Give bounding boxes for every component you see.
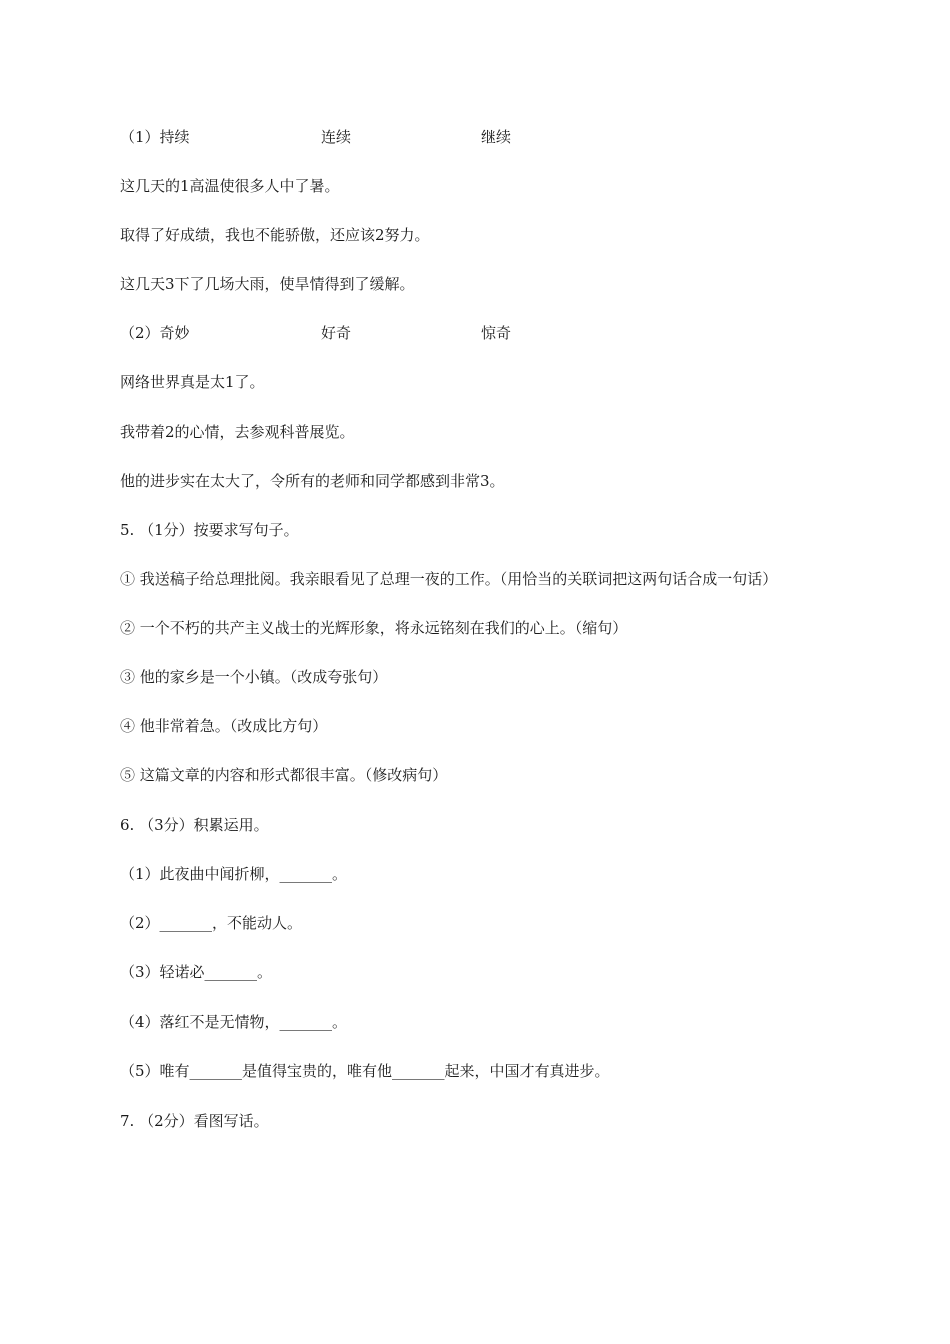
fill-sentence: 网络世界真是太1了。 bbox=[120, 373, 265, 391]
question-heading: 7. （2分）看图写话。 bbox=[120, 1112, 269, 1130]
question-item: ③ 他的家乡是一个小镇。（改成夸张句） bbox=[120, 668, 388, 686]
word-option: （1）持续 bbox=[120, 128, 190, 146]
question-item: ⑤ 这篇文章的内容和形式都很丰富。（修改病句） bbox=[120, 766, 448, 784]
word-option: 继续 bbox=[481, 128, 512, 146]
question-item: （4）落红不是无情物，_______。 bbox=[120, 1013, 348, 1031]
word-option: （2）奇妙 bbox=[120, 324, 190, 342]
question-heading: 5. （1分）按要求写句子。 bbox=[120, 521, 299, 539]
fill-sentence: 我带着2的心情，去参观科普展览。 bbox=[120, 423, 355, 441]
question-heading: 6. （3分）积累运用。 bbox=[120, 816, 269, 834]
question-item: （3）轻诺必_______。 bbox=[120, 963, 273, 981]
question-item: ② 一个不朽的共产主义战士的光辉形象，将永远铭刻在我们的心上。（缩句） bbox=[120, 619, 628, 637]
question-item: （2）_______，不能动人。 bbox=[120, 914, 303, 932]
question-item: ① 我送稿子给总理批阅。我亲眼看见了总理一夜的工作。（用恰当的关联词把这两句话合成一句话） bbox=[120, 570, 778, 588]
question-item: （5）唯有_______是值得宝贵的，唯有他_______起来，中国才有真进步。 bbox=[120, 1062, 610, 1080]
word-option: 连续 bbox=[321, 128, 352, 146]
word-option: 好奇 bbox=[321, 324, 352, 342]
word-option: 惊奇 bbox=[481, 324, 512, 342]
fill-sentence: 这几天3下了几场大雨，使旱情得到了缓解。 bbox=[120, 275, 415, 293]
question-item: ④ 他非常着急。（改成比方句） bbox=[120, 717, 328, 735]
fill-sentence: 这几天的1高温使很多人中了暑。 bbox=[120, 177, 340, 195]
question-item: （1）此夜曲中闻折柳，_______。 bbox=[120, 865, 348, 883]
fill-sentence: 取得了好成绩，我也不能骄傲，还应该2努力。 bbox=[120, 226, 430, 244]
fill-sentence: 他的进步实在太大了，令所有的老师和同学都感到非常3。 bbox=[120, 472, 505, 490]
